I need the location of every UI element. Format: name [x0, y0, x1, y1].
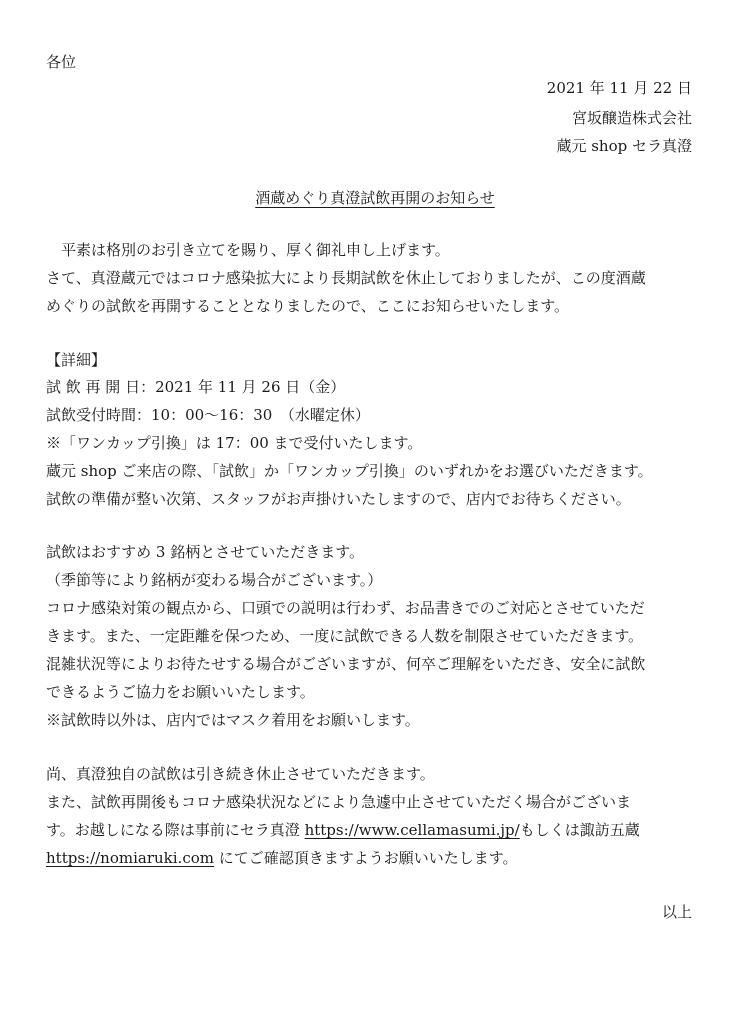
addressee: 各位 [46, 53, 77, 71]
tasting-line-7: ※試飲時以外は、店内ではマスク着用をお願いします。 [46, 711, 420, 729]
intro-greeting: 平素は格別のお引き立てを賜り、厚く御礼申し上げます。 [46, 241, 450, 259]
closing-line-2: また、試飲再開後もコロナ感染状況などにより急遽中止させていただく場合がございま [46, 793, 632, 811]
cellamasumi-link[interactable]: https://www.cellamasumi.jp/ [304, 821, 520, 839]
tasting-line-6: できるようご協力をお願いいたします。 [46, 683, 315, 701]
details-wait: 試飲の準備が整い次第、スタッフがお声掛けいたしますので、店内でお待ちください。 [46, 490, 631, 508]
tasting-line-1: 試飲はおすすめ 3 銘柄とさせていただきます。 [46, 543, 365, 561]
shop-name: 蔵元 shop セラ真澄 [556, 137, 692, 155]
closing-line-4-post: にてご確認頂きますようお願いいたします。 [213, 849, 518, 867]
tasting-line-5: 混雑状況等によりお待たせする場合がございますが、何卒ご理解をいただき、安全に試飲 [46, 655, 646, 673]
details-restart-date: 試 飲 再 開 日：2021 年 11 月 26 日（金） [46, 378, 346, 396]
closing-line-1: 尚、真澄独自の試飲は引き続き休止させていただきます。 [46, 765, 435, 783]
document-title-text: 酒蔵めぐり真澄試飲再開のお知らせ [255, 189, 495, 207]
company-name: 宮坂醸造株式会社 [571, 109, 692, 127]
details-note-cup: ※「ワンカップ引換」は 17：00 まで受付いたします。 [46, 434, 423, 452]
document-title [0, 188, 750, 208]
tasting-line-2: （季節等により銘柄が変わる場合がございます。） [46, 571, 383, 589]
details-heading: 【詳細】 [46, 351, 107, 369]
closing-line-4 [46, 848, 518, 868]
closing-line-3-post: もしくは諏訪五蔵 [519, 821, 640, 839]
details-choice: 蔵元 shop ご来店の際、「試飲」か「ワンカップ引換」のいずれかをお選びいただきます。 [46, 462, 653, 480]
tasting-line-4: きます。また、一定距離を保つため、一度に試飲できる人数を制限させていただきます。 [46, 627, 644, 645]
details-hours: 試飲受付時間：10：00～16：30 （水曜定休） [46, 406, 370, 424]
document-date: 2021 年 11 月 22 日 [546, 79, 692, 97]
closing-line-3-pre: す。お越しになる際は事前にセラ真澄 [46, 821, 305, 839]
nomiaruki-link[interactable]: https://nomiaruki.com [46, 849, 214, 867]
intro-line-1: さて、真澄蔵元ではコロナ感染拡大により長期試飲を休止しておりましたが、この度酒蔵 [46, 269, 646, 287]
tasting-line-3: コロナ感染対策の観点から、口頭での説明は行わず、お品書きでのご対応とさせていただ [46, 599, 645, 617]
intro-line-2: めぐりの試飲を再開することとなりましたので、ここにお知らせいたします。 [46, 297, 570, 315]
end-mark: 以上 [661, 903, 692, 921]
closing-line-3 [46, 820, 640, 840]
